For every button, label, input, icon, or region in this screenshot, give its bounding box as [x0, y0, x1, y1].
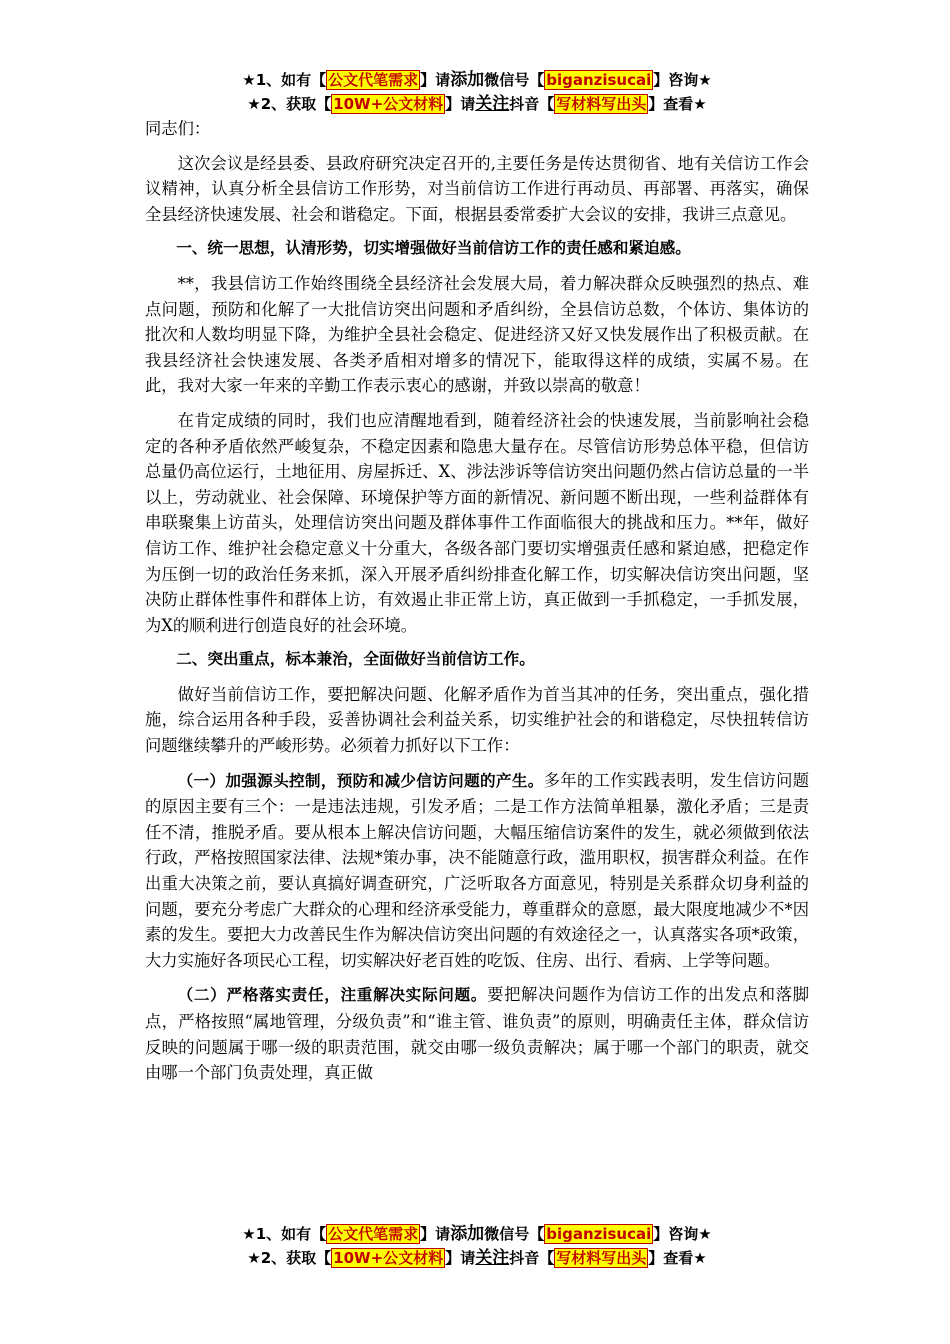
paragraph-challenges: 在肯定成绩的同时，我们也应清醒地看到，随着经济社会的快速发展，当前影响社会稳定的各种矛盾依然严峻复杂，不稳定因素和隐患大量存在。尽管信访形势总体平稳，但信访总量仍高位运行，土地征用、房屋拆迁、X、涉法涉诉等信访突出问题仍然占信访总量的一半以上，劳动就业、社会保障、环境保护等方面的新情况、新问题不断出现，一些利益群体有串联聚集上访苗头，处理信访突出问题及群体事件工作面临很大的挑战和压力。**年，做好信访工作、维护社会稳定意义十分重大，各级各部门要切实增强责任感和紧迫感，把稳定作为压倒一切的政治任务来抓，深入开展矛盾纠纷排查化解工作，切实解决信访突出问题，坚决防止群体性事件和群体上访，有效遏止非正常上访，真正做到一手抓稳定，一手抓发展，为X的顺利进行创造良好的社会环境。: [145, 410, 809, 635]
promo-banner-top: [145, 68, 809, 116]
subheading-1: （一）加强源头控制，预防和减少信访问题的产生。: [177, 771, 544, 790]
promo-text: ★2、获取【: [247, 95, 332, 113]
promo-highlight: 公文代笔需求: [328, 71, 419, 89]
promo-text: 】咨询★: [653, 71, 712, 89]
promo-banner-bottom: [145, 1222, 809, 1270]
paragraph-responsibility: [145, 982, 809, 1085]
paragraph-key-tasks: 做好当前信访工作，要把解决问题、化解矛盾作为首当其冲的任务，突出重点，强化措施，综合运用各种手段，妥善协调社会利益关系，切实维护社会的和谐稳定，尽快扭转信访问题继续攀升的严峻形势。必须着力抓好以下工作：: [145, 684, 809, 756]
promo-emphasis: 添加: [450, 70, 485, 90]
promo-line-1: [145, 1222, 809, 1246]
promo-text: 】查看★: [648, 95, 707, 113]
paragraph-achievements: **，我县信访工作始终围绕全县经济社会发展大局，着力解决群众反映强烈的热点、难点问题，预防和化解了一大批信访突出问题和矛盾纠纷，全县信访总数，个体访、集体访的批次和人数均明显下降，为维护全县社会稳定、促进经济又好又快发展作出了积极贡献。在我县经济社会快速发展、各类矛盾相对增多的情况下，能取得这样的成绩，实属不易。在此，我对大家一年来的辛勤工作表示衷心的感谢，并致以崇高的敬意！: [145, 273, 809, 396]
document-page: [145, 68, 809, 1095]
promo-text: 】请: [420, 71, 451, 89]
subheading-2: （二）严格落实责任，注重解决实际问题。: [177, 986, 488, 1005]
paragraph-text: 多年的工作实践表明，发生信访问题的原因主要有三个：一是违法违规，引发矛盾；二是工作方法简单粗暴，激化矛盾；三是责任不清，推脱矛盾。要从根本上解决信访问题，大幅压缩信访案件的发生，就必须做到依法行政，严格按照国家法律、法规*策办事，决不能随意行政，滥用职权，损害群众利益。在作出重大决策之前，要认真搞好调查研究，广泛听取各方面意见，特别是关系群众切身利益的问题，要充分考虑广大群众的心理和经济承受能力，尊重群众的意愿，最大限度地减少不*因素的发生。要把大力改善民生作为解决信访突出问题的有效途径之一，认真落实各项*政策，大力实施好各项民心工程，切实解决好老百姓的吃饭、住房、出行、看病、上学等问题。: [145, 770, 809, 970]
promo-line-2: [145, 92, 809, 116]
promo-text: 】请: [420, 1225, 451, 1243]
promo-highlight-wechat: biganzisucai: [546, 1225, 652, 1243]
paragraph-intro: 这次会议是经县委、县政府研究决定召开的,主要任务是传达贯彻省、地有关信访工作会议精神，认真分析全县信访工作形势，对当前信访工作进行再动员、再部署、再落实，确保全县经济快速发展、社会和谐稳定。下面，根据县委常委扩大会议的安排，我讲三点意见。: [145, 153, 809, 224]
promo-text: 】咨询★: [653, 1225, 712, 1243]
promo-text: 抖音【: [509, 95, 555, 113]
promo-text: 抖音【: [509, 1249, 555, 1267]
promo-emphasis: 添加: [450, 1224, 485, 1244]
paragraph-text: 要把解决问题作为信访工作的出发点和落脚点，严格按照“属地管理，分级负责”和“谁主管、谁负责”的原则，明确责任主体，群众信访反映的问题属于哪一级的职责范围，就交由哪一级负责解决；属于哪一个部门的职责，就交由哪一个部门负责处理，真正做: [145, 985, 809, 1083]
promo-text: 微信号【: [484, 71, 545, 89]
promo-emphasis: 关注: [475, 94, 510, 114]
promo-highlight-wechat: biganzisucai: [546, 71, 652, 89]
paragraph-source-control: [145, 768, 809, 974]
promo-emphasis: 关注: [475, 1248, 510, 1268]
salutation: 同志们：: [145, 119, 211, 138]
promo-highlight: 10W+公文材料: [333, 95, 444, 113]
promo-line-1: [145, 68, 809, 92]
promo-text: ★1、如有【: [242, 71, 327, 89]
promo-text: 】查看★: [648, 1249, 707, 1267]
promo-text: 】请: [445, 95, 476, 113]
promo-text: ★1、如有【: [242, 1225, 327, 1243]
promo-line-2: [145, 1246, 809, 1270]
promo-text: 】请: [445, 1249, 476, 1267]
promo-highlight: 10W+公文材料: [333, 1249, 444, 1267]
promo-highlight-douyin: 写材料写出头: [556, 1249, 647, 1267]
promo-highlight-douyin: 写材料写出头: [556, 95, 647, 113]
promo-text: ★2、获取【: [247, 1249, 332, 1267]
promo-highlight: 公文代笔需求: [328, 1225, 419, 1243]
promo-text: 微信号【: [484, 1225, 545, 1243]
heading-section-1: 一、统一思想，认清形势，切实增强做好当前信访工作的责任感和紧迫感。: [176, 239, 691, 258]
document-body: [145, 116, 809, 1086]
heading-section-2: 二、突出重点，标本兼治，全面做好当前信访工作。: [176, 650, 535, 669]
